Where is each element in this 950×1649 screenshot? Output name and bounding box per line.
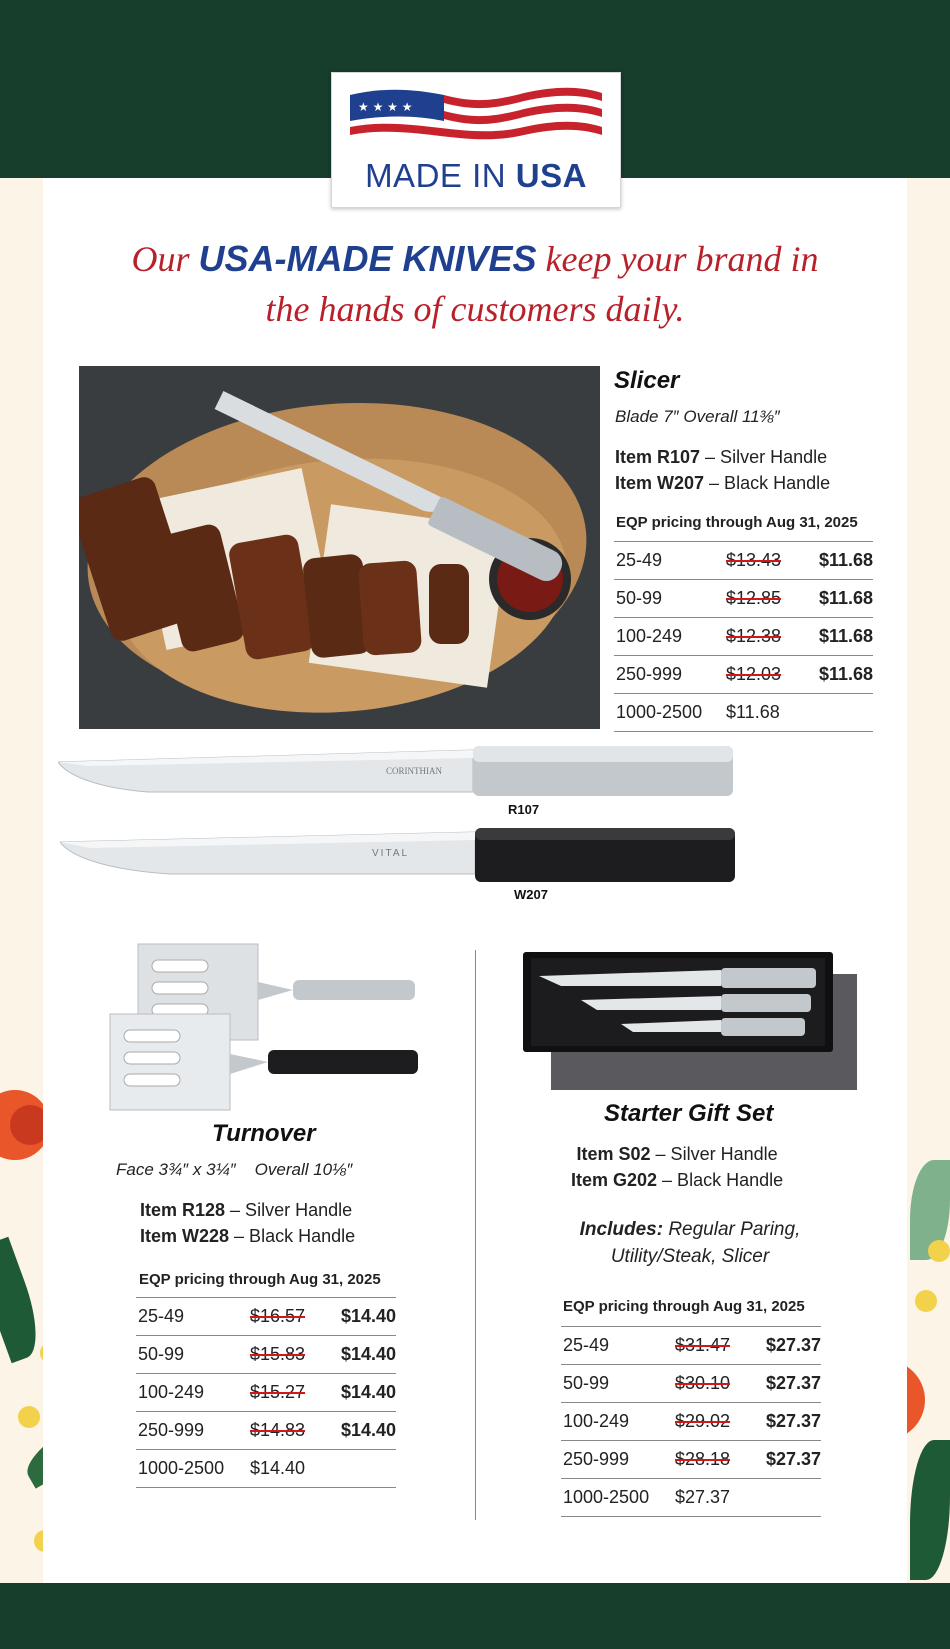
table-row: 250-999 $14.83 $14.40	[136, 1412, 396, 1450]
slicer-item-list	[615, 444, 830, 496]
brand-engraving-w207: VITAL	[372, 848, 410, 859]
turnover-item-list	[140, 1197, 355, 1249]
made-in-usa-text: MADE IN USA	[365, 157, 587, 194]
table-row: 1000-2500 $27.37	[561, 1479, 821, 1517]
headline: Our USA-MADE KNIVES keep your brand in the hands of customers daily.	[131, 238, 819, 329]
turnover-spatula-image	[108, 942, 438, 1112]
knife-code-w207: W207	[514, 887, 548, 902]
slicer-item-w207: Item W207 – Black Handle	[615, 473, 831, 493]
turnover-price-table	[136, 1297, 396, 1488]
table-row: 100-249 $12.38 $11.68	[614, 618, 873, 656]
table-row: 25-49 $13.43 $11.68	[614, 542, 873, 580]
turnover-eqp-label: EQP pricing through Aug 31, 2025	[139, 1271, 381, 1288]
gift-set-includes: Includes: Regular Paring, Utility/Steak, Slicer	[579, 1219, 801, 1267]
slicer-title: Slicer	[614, 367, 680, 394]
table-row: 250-999 $12.03 $11.68	[614, 656, 873, 694]
column-divider	[475, 950, 476, 1520]
slicer-dimensions: Blade 7″ Overall 11⅜″	[615, 407, 780, 426]
table-row: 100-249 $15.27 $14.40	[136, 1374, 396, 1412]
brand-engraving-r107: CORINTHIAN	[386, 766, 442, 776]
gift-set-price-table	[561, 1326, 821, 1517]
gift-set-title: Starter Gift Set	[604, 1100, 774, 1127]
table-row: 50-99 $30.10 $27.37	[561, 1365, 821, 1403]
knife-code-r107: R107	[508, 802, 540, 817]
gift-set-eqp-label: EQP pricing through Aug 31, 2025	[563, 1298, 805, 1315]
slicer-price-table	[614, 541, 873, 732]
table-row: 100-249 $29.02 $27.37	[561, 1403, 821, 1441]
starter-gift-set-image	[521, 950, 861, 1094]
table-row: 25-49 $16.57 $14.40	[136, 1298, 396, 1336]
bottom-green-band	[0, 1583, 950, 1649]
table-row: 1000-2500 $14.40	[136, 1450, 396, 1488]
slicer-item-r107: Item R107 – Silver Handle	[615, 447, 828, 467]
table-row: 1000-2500 $11.68	[614, 694, 873, 732]
gift-set-item-s02: Item S02 – Silver Handle	[576, 1144, 778, 1164]
slicer-eqp-label: EQP pricing through Aug 31, 2025	[616, 514, 858, 531]
american-flag-icon	[344, 81, 608, 157]
gift-set-item-list	[571, 1141, 783, 1193]
table-row: 250-999 $28.18 $27.37	[561, 1441, 821, 1479]
table-row: 50-99 $12.85 $11.68	[614, 580, 873, 618]
knife-w207-image	[60, 826, 740, 886]
made-in-usa-badge	[331, 72, 621, 208]
turnover-item-w228: Item W228 – Black Handle	[140, 1226, 356, 1246]
table-row: 25-49 $31.47 $27.37	[561, 1327, 821, 1365]
slicer-product-photo	[79, 366, 600, 729]
headline-emphasis: USA-MADE KNIVES	[198, 238, 537, 279]
knife-r107-image	[58, 742, 738, 802]
gift-set-item-g202: Item G202 – Black Handle	[571, 1170, 784, 1190]
turnover-dimensions: Face 3¾″ x 3¼″ Overall 10⅛″	[116, 1160, 353, 1179]
svg-text:★ ★ ★ ★: ★ ★ ★ ★	[358, 100, 413, 114]
turnover-title: Turnover	[212, 1120, 316, 1147]
turnover-item-r128: Item R128 – Silver Handle	[140, 1200, 353, 1220]
table-row: 50-99 $15.83 $14.40	[136, 1336, 396, 1374]
